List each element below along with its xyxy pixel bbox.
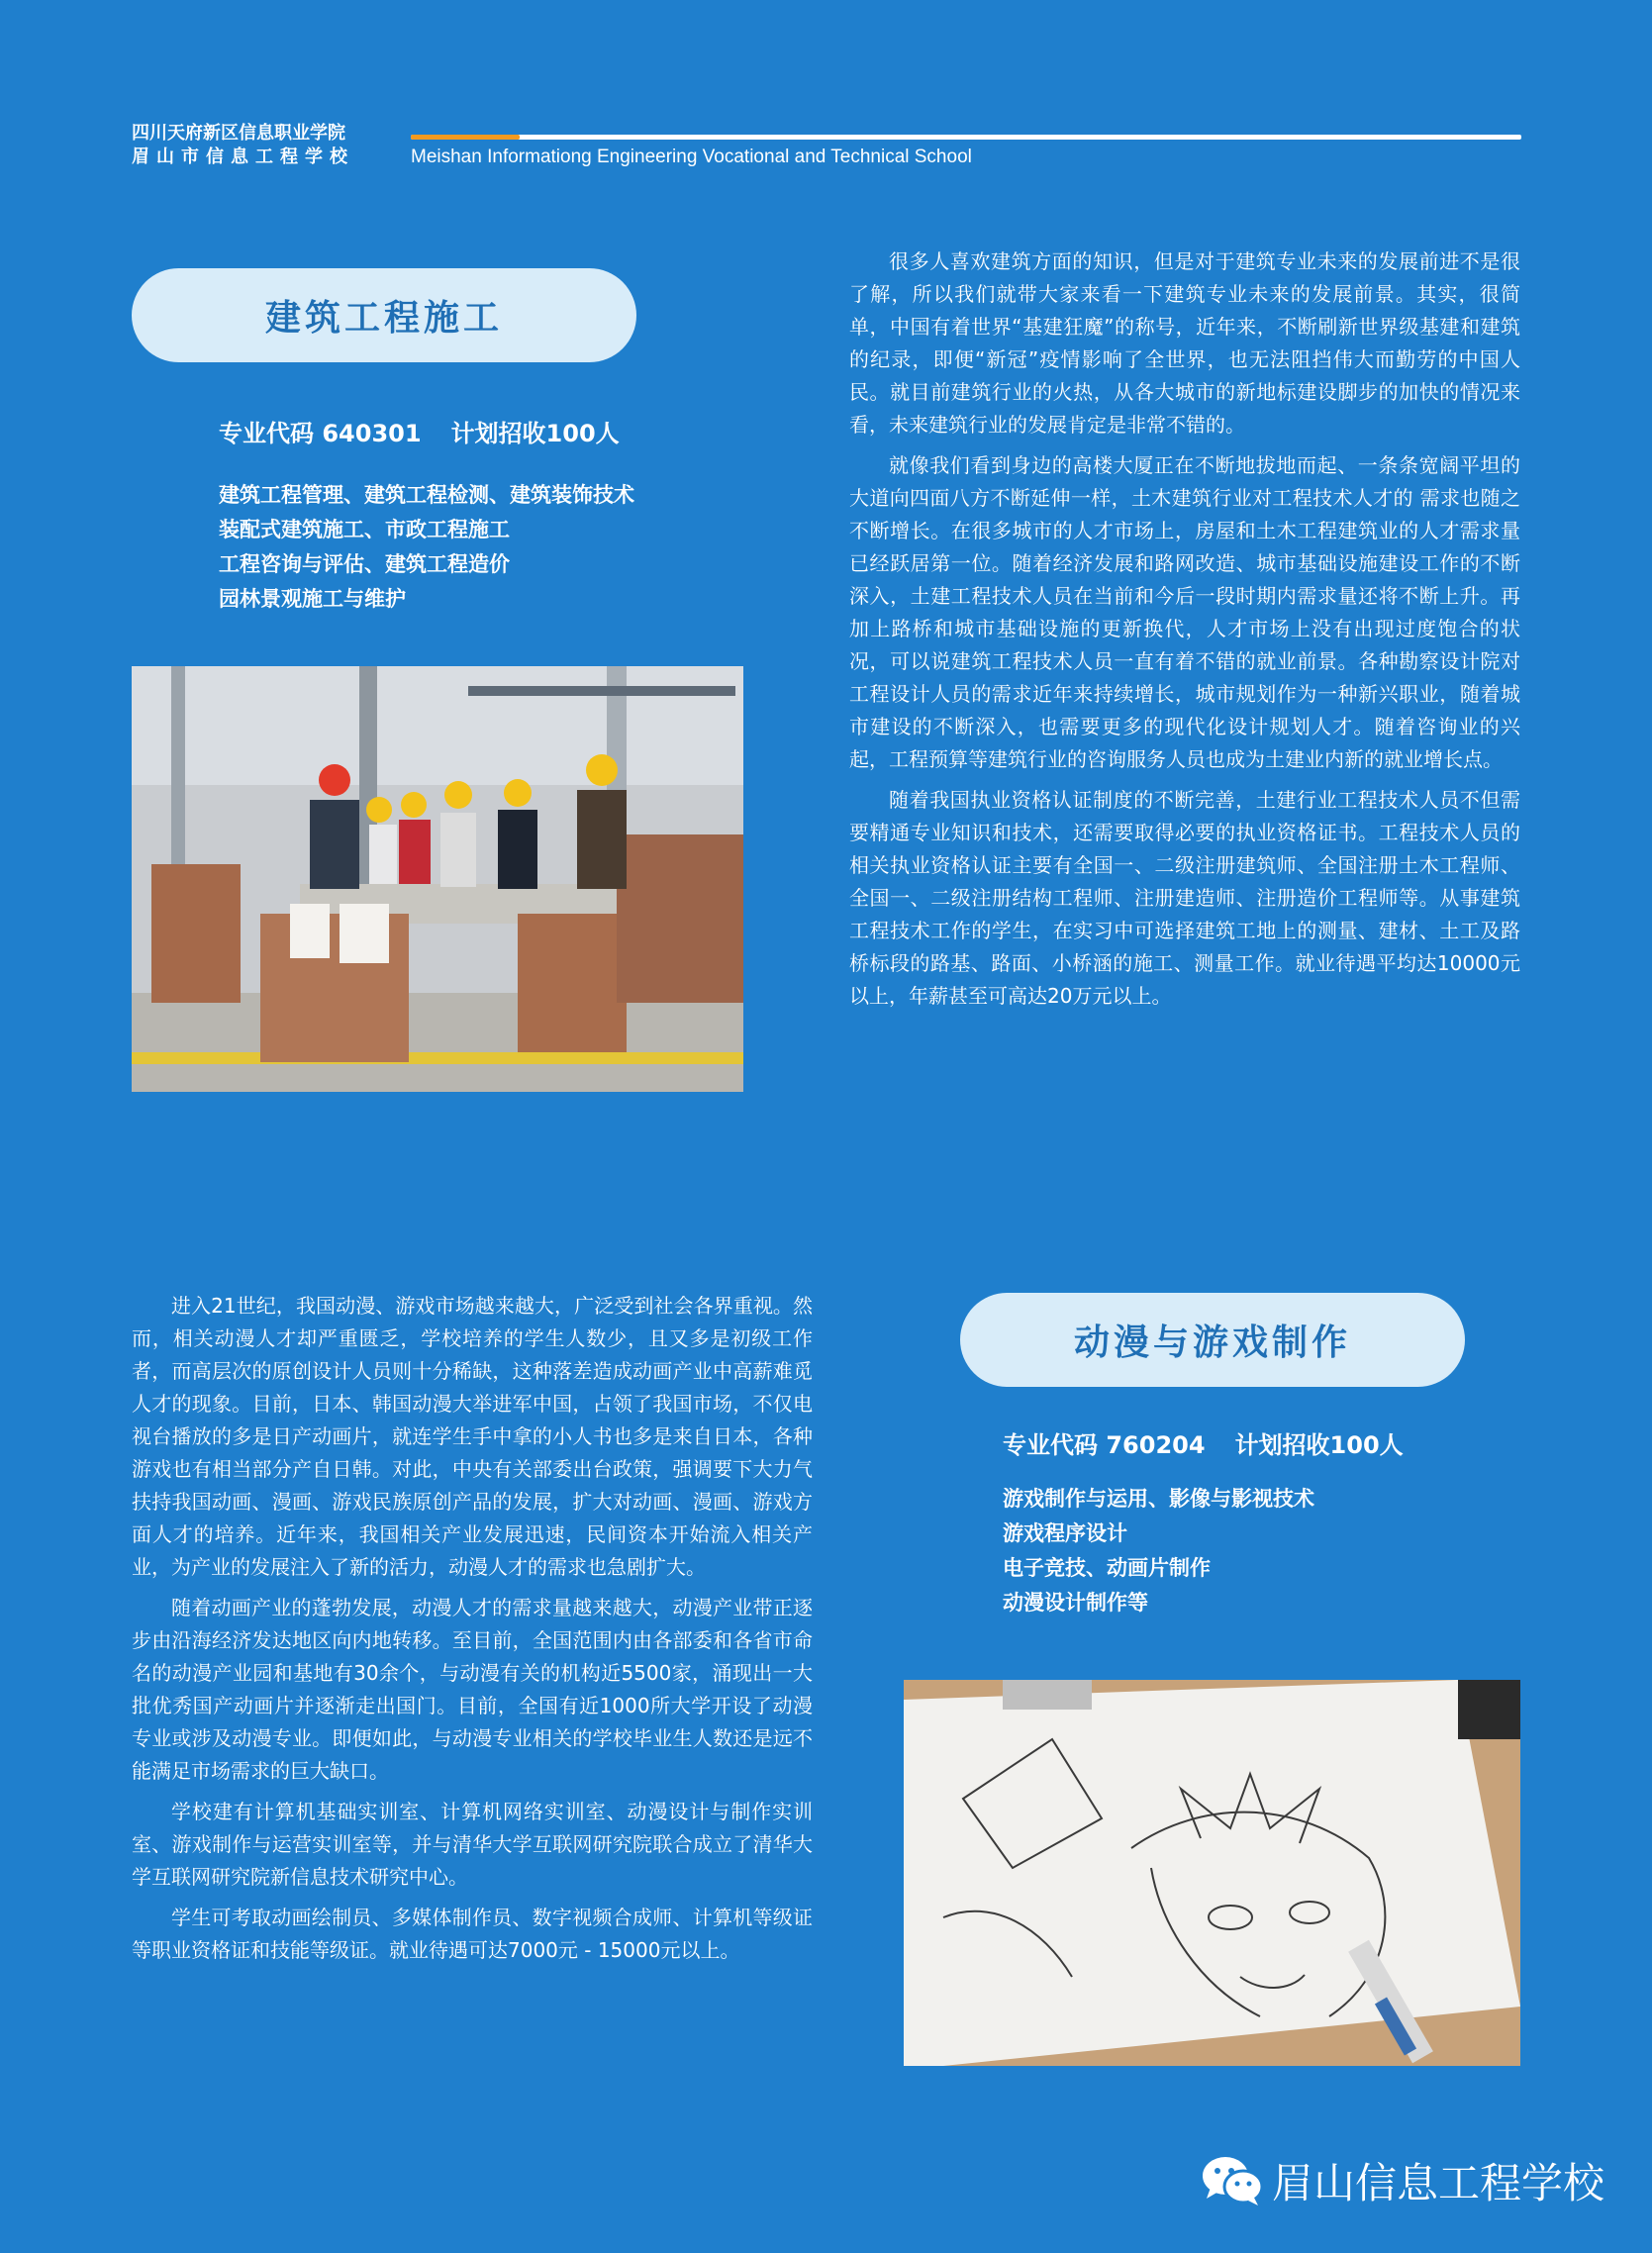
major-item: 建筑工程管理、建筑工程检测、建筑装饰技术: [219, 483, 634, 507]
footer-logo: [1201, 2151, 1604, 2210]
major-item: 游戏制作与运用、影像与影视技术: [1003, 1487, 1314, 1511]
major-item: 装配式建筑施工、市政工程施工: [219, 518, 510, 541]
paragraph: 进入21世纪，我国动漫、游戏市场越来越大，广泛受到社会各界重视。然而，相关动漫人才却严重匮乏，学校培养的学生人数少，且又多是初级工作者，而高层次的原创设计人员则十分稀缺，这种落差造成动画产业中高薪难觅人才的现象。目前，日本、韩国动漫大举进军中国，占领了我国市场，不仅电视台播放的多是日产动画片，就连学生手中拿的小人书也多是来自日本，各种游戏也有相当部分产自日韩。对此，中央有关部委出台政策，强调要下大力气扶持我国动画、漫画、游戏民族原创产品的发展，扩大对动画、漫画、游戏方面人才的培养。近年来，我国相关产业发展迅速，民间资本开始流入相关产业，为产业的发展注入了新的活力，动漫人才的需求也急剧扩大。: [132, 1294, 813, 1579]
section1-title: 建筑工程施工: [132, 268, 636, 362]
paragraph: 随着动画产业的蓬勃发展，动漫人才的需求量越来越大，动漫产业带正逐步由沿海经济发达地区向内地转移。至目前，全国范围内由各部委和各省市命名的动漫产业园和基地有30余个，与动漫有关的机构近5500家，涌现出一大批优秀国产动画片并逐渐走出国门。目前，全国有近1000所大学开设了动漫专业或涉及动漫专业。即便如此，与动漫专业相关的学校毕业生人数还是远不能满足市场需求的巨大缺口。: [132, 1596, 813, 1783]
wechat-icon: [1201, 2155, 1264, 2206]
school-name-line1: 四川天府新区信息职业学院: [132, 123, 345, 144]
section1-meta: [219, 414, 620, 448]
school-name-en: Meishan Informationg Engineering Vocational and Technical School: [411, 147, 972, 167]
section1-enroll: 计划招收100人: [450, 420, 620, 447]
page-header: [132, 122, 1521, 181]
construction-photo: [132, 666, 743, 1092]
header-rule-accent: [411, 135, 520, 140]
school-name-line2: 眉山市信息工程学校: [132, 147, 354, 167]
section2-title: 动漫与游戏制作: [960, 1293, 1465, 1387]
paragraph: 学校建有计算机基础实训室、计算机网络实训室、动漫设计与制作实训室、游戏制作与运营实训室等，并与清华大学互联网研究院联合成立了清华大学互联网研究院新信息技术研究中心。: [132, 1800, 813, 1889]
section1-code: 专业代码 640301: [219, 420, 422, 447]
section1-body: [849, 245, 1520, 1021]
major-item: 电子竞技、动画片制作: [1003, 1556, 1211, 1580]
paragraph: 很多人喜欢建筑方面的知识，但是对于建筑专业未来的发展前进不是很了解，所以我们就带大家来看一下建筑专业未来的发展前景。其实，很简单，中国有着世界“基建狂魔”的称号，近年来，不断刷新世界级基建和建筑的纪录，即便“新冠”疫情影响了全世界，也无法阻挡伟大而勤劳的中国人民。就目前建筑行业的火热，从各大城市的新地标建设脚步的加快的情况来看，未来建筑行业的发展肯定是非常不错的。: [849, 249, 1520, 437]
footer-logo-text: 眉山信息工程学校: [1272, 2159, 1605, 2207]
major-item: 动漫设计制作等: [1003, 1591, 1148, 1615]
section2-code: 专业代码 760204: [1003, 1431, 1206, 1459]
paragraph: 随着我国执业资格认证制度的不断完善，土建行业工程技术人员不但需要精通专业知识和技术，还需要取得必要的执业资格证书。工程技术人员的相关执业资格认证主要有全国一、二级注册建筑师、全国注册土木工程师、全国一、二级注册结构工程师、注册建造师、注册造价工程师等。从事建筑工程技术工作的学生，在实习中可选择建筑工地上的测量、建材、土工及路桥标段的路基、路面、小桥涵的施工、测量工作。就业待遇平均达10000元以上，年薪甚至可高达20万元以上。: [849, 788, 1520, 1008]
header-rule: [411, 135, 1521, 140]
major-item: 园林景观施工与维护: [219, 587, 406, 611]
major-item: 工程咨询与评估、建筑工程造价: [219, 552, 510, 576]
paragraph: 就像我们看到身边的高楼大厦正在不断地拔地而起、一条条宽阔平坦的大道向四面八方不断延伸一样，土木建筑行业对工程技术人才的 需求也随之不断增长。在很多城市的人才市场上，房屋和土木工程建筑业的人才需求量已经跃居第一位。随着经济发展和路网改造、城市基础设施建设工作的不断深入，土建工程技术人员在当前和今后一段时期内需求量还将不断上升。再加上路桥和城市基础设施的更新换代，人才市场上没有出现过度饱合的状况，可以说建筑工程技术人员一直有着不错的就业前景。各种勘察设计院对工程设计人员的需求近年来持续增长，城市规划作为一种新兴职业，随着城市建设的不断深入，也需要更多的现代化设计规划人才。随着咨询业的兴起，工程预算等建筑行业的咨询服务人员也成为土建业内新的就业增长点。: [849, 453, 1520, 771]
section2-body: [132, 1290, 813, 1975]
section2-majors: [1003, 1482, 1314, 1620]
school-name-cn: [132, 122, 354, 169]
major-item: 游戏程序设计: [1003, 1521, 1127, 1545]
section2-meta: [1003, 1425, 1404, 1460]
section2-enroll: 计划招收100人: [1234, 1431, 1404, 1459]
paragraph: 学生可考取动画绘制员、多媒体制作员、数字视频合成师、计算机等级证等职业资格证和技能等级证。就业待遇可达7000元 - 15000元以上。: [132, 1906, 813, 1962]
anime-sketch-photo: [904, 1680, 1520, 2066]
section1-majors: [219, 478, 634, 617]
